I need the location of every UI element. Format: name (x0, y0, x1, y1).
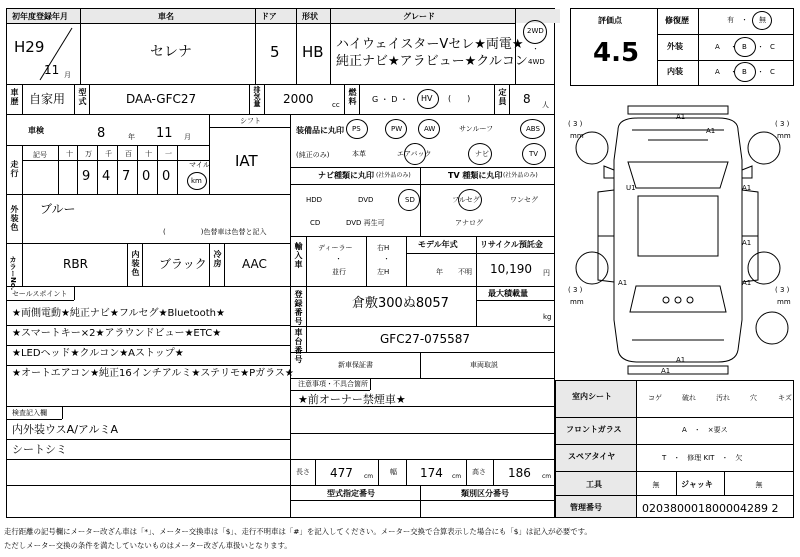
color-label: 外装色 (10, 205, 19, 232)
equipment-label-sub: (純正のみ) (296, 151, 330, 159)
equip-pw: PW (391, 125, 403, 133)
tv-analog: アナログ (455, 219, 483, 227)
damage-mark-a1: A1 (742, 239, 752, 247)
int-grade-option: ・ (730, 68, 737, 76)
damage-mark-a1: A1 (676, 356, 686, 364)
rating-value: 4.5 (593, 38, 640, 68)
usage: 自家用 (29, 92, 66, 106)
grade-line2: 純正ナビ★アラビュー★クルコン (336, 54, 528, 69)
ac-label: 冷房 (213, 250, 222, 268)
tv-label: TV 種類に丸印 (448, 171, 503, 180)
damage-mark-a1: A1 (742, 184, 752, 192)
car-name: セレナ (150, 44, 192, 60)
capacity: 8 (523, 92, 531, 106)
footer-note-2: ただしメーター交換の条件を満たしていないものはメーター改ざん車扱いとなります。 (4, 541, 292, 550)
model-label: 型式 (78, 88, 87, 106)
sales-point-line: ★スマートキー×2★アラウンドビュー★ETC★ (12, 328, 222, 339)
model: DAA-GFC27 (126, 92, 197, 106)
equip-tv-circle (522, 143, 546, 165)
first-reg-label: 初年度登録年月 (12, 12, 68, 21)
mileage-digit: 0 (142, 169, 151, 184)
equip-ps: PS (352, 125, 361, 133)
glass-options: A ・ ×要ス (682, 426, 728, 434)
repair-no-circle (752, 11, 772, 30)
equip-airbag-circle (404, 143, 426, 165)
import-parallel: 並行 (332, 268, 346, 276)
int-grade-option: A (715, 68, 720, 76)
mileage-digit-label: 百 (125, 150, 132, 158)
equip-ps-circle (346, 119, 368, 139)
corner-unit: mm (777, 132, 791, 140)
cc-unit: cc (332, 101, 340, 109)
corner-unit: mm (777, 298, 791, 306)
equip-navi-circle (468, 143, 492, 165)
navi-dvd: DVD (358, 196, 374, 204)
import-dot-1: ・ (335, 255, 342, 263)
tools-value: 無 (652, 481, 660, 489)
length-value: 477 (330, 466, 353, 480)
corner-unit: mm (570, 132, 584, 140)
int-grade-option: B (742, 68, 747, 76)
interior-label: 内装色 (131, 250, 140, 277)
warranty-manual: 車両取説 (470, 361, 498, 369)
damage-mark-u1: U1 (626, 184, 636, 192)
month-unit: 月 (64, 71, 71, 79)
navi-sd: SD (405, 196, 415, 204)
tv-label-sub: (社外品のみ) (503, 172, 538, 179)
mileage-digit: 9 (82, 169, 91, 184)
inspection-month: 11 (156, 126, 173, 141)
jack-value: 無 (755, 481, 763, 489)
chassis-value: GFC27-075587 (380, 332, 470, 346)
type-number-label: 型式指定番号 (327, 489, 375, 498)
footer-note-1: 走行距離の記号欄にメーター改ざん車は「*」、メーター交換車は「$」、走行不明車は「#」を記入してください。メーター交換で合算表示した場合にも「$」は記入が必要です。 (4, 527, 592, 536)
exterior-b-circle (734, 37, 756, 57)
car-name-label: 車名 (158, 12, 174, 21)
seat-option: キズ (778, 394, 792, 402)
displacement-label: 排気量 (253, 86, 261, 107)
mileage-cell-divider (177, 145, 178, 194)
registration-label: 登録番号 (294, 290, 303, 326)
shape-label: 形状 (302, 12, 318, 21)
ext-grade-option: B (742, 43, 747, 51)
jack-label: ジャッキ (681, 480, 713, 489)
ext-grade-option: ・ (730, 43, 737, 51)
model-year-label: モデル年式 (418, 240, 458, 249)
width-value: 174 (420, 466, 443, 480)
rating-label: 評価点 (598, 16, 622, 25)
seat-option: コゲ (648, 394, 662, 402)
capacity-unit: 人 (542, 101, 549, 109)
doors: 5 (270, 43, 280, 61)
damage-mark-a1: A1 (742, 279, 752, 287)
equipment-label: 装備品に丸印 (296, 126, 344, 135)
inspection-year: 8 (97, 126, 106, 141)
damage-mark-a1: A1 (661, 367, 671, 375)
registration-value: 倉敷300ぬ8057 (352, 296, 449, 311)
tv-oneseg: ワンセグ (510, 196, 538, 204)
width-label: 幅 (390, 468, 397, 476)
corner-label: ( 3 ) (775, 120, 790, 128)
equip-airbag: エアバック (397, 150, 432, 158)
navi-dvd-play: DVD 再生可 (346, 219, 385, 227)
equip-tv: TV (529, 150, 539, 158)
mileage-digit-label: 一 (165, 150, 172, 158)
first-reg-year: H29 (14, 38, 45, 56)
height-value: 186 (508, 466, 531, 480)
shape: HB (302, 43, 324, 61)
capacity-label: 定員 (498, 88, 507, 106)
inspector-notes-label: 検査記入欄 (12, 409, 47, 417)
fuel-label: 燃料 (348, 88, 357, 106)
corner-label: ( 3 ) (568, 120, 583, 128)
tv-fullseg-circle (458, 189, 482, 211)
height-unit: cm (542, 473, 552, 480)
interior-grade-label: 内装 (667, 67, 683, 76)
navi-sd-circle (398, 189, 420, 211)
equip-aw-circle (418, 119, 440, 139)
sales-points-label: セールスポイント (12, 290, 68, 298)
equip-abs-circle (520, 119, 545, 139)
navi-cd: CD (310, 219, 321, 227)
max-load-unit: kg (543, 313, 552, 321)
inspection-month-unit: 月 (184, 133, 191, 141)
mileage-digit-label: 十 (66, 150, 73, 158)
displacement: 2000 (283, 92, 314, 106)
drive-2wd: 2WD (527, 27, 544, 35)
corner-label: ( 3 ) (568, 286, 583, 294)
inspector-note-2: シートシミ (12, 443, 67, 456)
mgmt-value: 020380001800004289 2 (642, 502, 779, 515)
mileage-digit-label: 十 (145, 150, 152, 158)
mileage-unit-km: km (191, 177, 202, 185)
shift-value: IAT (235, 152, 258, 170)
grade-line1: ハイウェイスターVセレ★両電★ (336, 37, 524, 52)
class-number-label: 類別区分番号 (461, 489, 509, 498)
equip-sunroof: サンルーフ (459, 125, 494, 133)
mileage-cell-divider (97, 145, 98, 194)
color-no-note: ( )色替車は色替と記入 (163, 228, 267, 236)
mileage-digit-label: 千 (105, 150, 112, 158)
car-diagram (558, 100, 798, 380)
warranty-new-car: 新車保証書 (338, 361, 373, 369)
shift-label: シフト (240, 117, 261, 125)
damage-mark-a1: A1 (706, 127, 716, 135)
corner-unit: mm (570, 298, 584, 306)
mileage-digit: 0 (162, 169, 171, 184)
int-grade-option: C (770, 68, 775, 76)
height-label: 高さ (472, 468, 486, 476)
import-left-h: 左H (377, 268, 390, 276)
seat-label: 室内シート (572, 392, 612, 401)
equip-abs: ABS (526, 125, 540, 133)
glass-label: フロントガラス (566, 425, 622, 434)
ext-grade-option: C (770, 43, 775, 51)
mileage-symbol-label: 記号 (33, 151, 47, 159)
navi-label: ナビ種類に丸印 (318, 171, 374, 180)
ext-grade-option: A (715, 43, 720, 51)
damage-mark-a1: A1 (676, 113, 686, 121)
inspection-year-unit: 年 (128, 133, 135, 141)
color-no-label: カラーNo. (9, 256, 17, 291)
drive-4wd: 4WD (528, 58, 545, 66)
import-label: 輸入車 (294, 242, 303, 269)
header-shade (7, 9, 560, 23)
mileage-cell-divider (137, 145, 138, 194)
model-year-unknown: 不明 (458, 268, 472, 276)
max-load-label: 最大積載量 (488, 289, 528, 298)
inspection-label: 車検 (28, 126, 44, 135)
seat-option: 破れ (682, 394, 696, 402)
import-dealer: ディーラー (318, 244, 353, 252)
recycle-label: リサイクル預託金 (480, 240, 543, 249)
drive-dot: ・ (532, 45, 539, 53)
seat-option: 汚れ (716, 394, 730, 402)
equip-navi: ナビ (475, 150, 489, 158)
grade-label: グレード (403, 12, 435, 21)
corner-label: ( 3 ) (775, 286, 790, 294)
damage-mark-a1: A1 (618, 279, 628, 287)
mileage-unit-mile: マイル (189, 161, 210, 169)
recycle-unit: 円 (543, 269, 550, 277)
seat-option: 穴 (750, 394, 757, 402)
interior-value: ブラック (159, 257, 207, 271)
spare-options: T ・ 修理 KIT ・ 欠 (662, 454, 743, 462)
repair-label: 修復歴 (665, 16, 689, 25)
fuel-selected: HV (421, 94, 433, 103)
int-grade-option: ・ (757, 68, 764, 76)
navi-label-sub: (社外品のみ) (376, 172, 411, 179)
mileage-digit: 7 (122, 169, 131, 184)
sales-point-line: ★オートエアコン★純正16インチアルミ★ステリモ★Pガラス★ (12, 368, 294, 379)
notes-label: 注意事項・不具合箇所 (298, 380, 368, 388)
equip-leather: 本革 (352, 150, 366, 158)
first-reg-month: 11 (44, 63, 60, 77)
model-year-unit: 年 (436, 268, 443, 276)
mileage-cell-divider (58, 145, 59, 194)
chassis-label: 車台番号 (294, 328, 303, 364)
repair-dot: ・ (741, 16, 748, 24)
mileage-cell-divider (77, 145, 78, 194)
mgmt-label: 管理番号 (570, 503, 602, 512)
mileage-cell-divider (157, 145, 158, 194)
equip-aw: AW (424, 125, 436, 133)
doors-label: ドア (261, 12, 277, 21)
navi-hdd: HDD (306, 196, 323, 204)
import-dot-2: ・ (383, 255, 390, 263)
repair-yes: 有 (727, 16, 734, 24)
notes-value: ★前オーナー禁煙車★ (298, 393, 406, 406)
recycle-value: 10,190 (490, 262, 532, 276)
ext-grade-option: ・ (757, 43, 764, 51)
equip-pw-circle (385, 119, 407, 139)
spare-label: スペアタイヤ (568, 452, 616, 461)
repair-no: 無 (759, 16, 766, 24)
mileage-cell-divider (117, 145, 118, 194)
fuel-paren: ( ) (448, 94, 471, 103)
sales-point-line: ★両側電動★純正ナビ★フルセグ★Bluetooth★ (12, 308, 225, 319)
length-unit: cm (364, 473, 374, 480)
sales-point-line: ★LEDヘッド★クルコン★Aストップ★ (12, 348, 184, 359)
mileage-digit: 4 (102, 169, 111, 184)
tools-label: 工具 (586, 480, 602, 489)
interior-b-circle (734, 62, 756, 82)
import-right-h: 右H (377, 244, 390, 252)
color-no-value: RBR (63, 257, 88, 271)
length-label: 長さ (296, 468, 310, 476)
color-value: ブルー (40, 202, 76, 216)
tv-fullseg: フルセグ (452, 196, 480, 204)
exterior-label: 外装 (667, 42, 683, 51)
width-unit: cm (452, 473, 462, 480)
usage-label: 車歴 (10, 88, 19, 106)
ac-value: AAC (242, 257, 267, 271)
mileage-digit-label: 万 (85, 150, 92, 158)
mileage-label: 走行 (10, 160, 19, 178)
inspector-note-1: 内外装ウスA/アルミA (12, 423, 118, 436)
fuel-options: G ・ D ・ (372, 95, 408, 104)
